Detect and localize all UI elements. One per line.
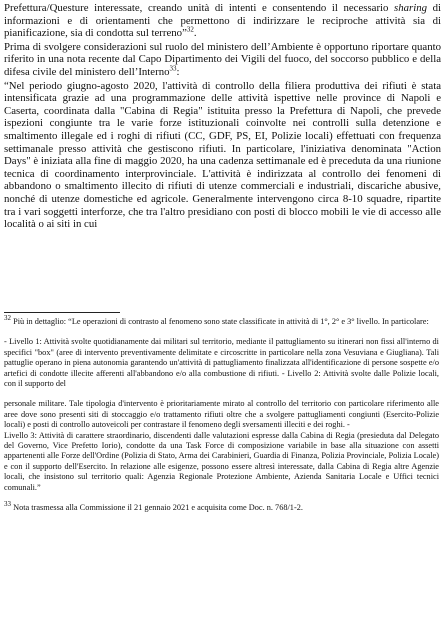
quoted-note: “Nel periodo giugno-agosto 2020, l'attività di controllo della filiera produttiva dei rifiuti è stata intensificata grazie ad una programmazione delle attività ispettive nelle province di Napoli e Caserta, coordinata dalla "Cabina di Regia" istituita presso la Prefettura di Napoli, che prevede ispezioni congiunte tra le varie forze istituzionali coinvolte nei controlli sulla detenzione e smaltimento illegale ed i roghi di rifiuti (CC, GDF, PS, EI, Polizie locali) effettuati con frequenza settimanale presso attività che gestiscono rifiuti. In particolare, l'iniziativa denominata "Action Days" è iniziata alla fine di maggio 2020, ha una cadenza settimanale ed è preceduta da una riunione tecnica di coordinamento interprovinciale. L'attività è indirizzata al controllo dei fenomeni di abbandono o smaltimento illecito di rifiuti di utenze commerciali e industriali, discariche abusive, nonché di utenze domestiche ed agricole. Generalmente intervengono circa 8-10 squadre, ripartite tra i vari soggetti interforze, che tra l'altro presidiano con posti di blocco mobili le vie di accesso alle località o ai siti in cui — [4, 79, 441, 231]
footnote-ref-33[interactable]: 33 — [169, 64, 177, 73]
paragraph-continuation — [4, 2, 441, 40]
footnote-divider — [4, 312, 120, 313]
punctuation: : — [176, 65, 180, 78]
footnote-continuation: personale militare. Tale tipologia d'intervento è prioritariamente mirato al controllo del territorio con particolare riferimento alle aree dove sono presenti siti di stoccaggio e/o trattamento rifiuti oltre che a svolgere pattugliamenti congiunti (Esercito-Polizie locali) e posti di controllo autoveicoli per contrastare il fenomeno degli sversamenti illeciti e dei roghi. - — [4, 399, 439, 430]
main-text — [4, 2, 441, 231]
footnotes — [4, 314, 439, 514]
footnote-number: 33 — [4, 500, 11, 509]
footnote-ref-32[interactable]: 32 — [186, 25, 194, 34]
footnote-text: Nota trasmessa alla Commissione il 21 gennaio 2021 e acquisita come Doc. n. 768/1-2. — [11, 503, 303, 513]
paragraph-text: Prima di svolgere considerazioni sul ruolo del ministero dell’Ambiente è opportuno riportare quanto riferito in una nota recente dal Capo Dipartimento dei Vigili del fuoco, del soccorso pubblico e della difesa civile del ministero dell’Interno — [4, 40, 441, 78]
paragraph-text: Prefettura/Questure interessate, creando unità di intenti e consentendo il necessario — [4, 2, 395, 14]
paragraph-text: di informazioni e di orientamenti che permettono di indirizzare le reciproche attività sia di pianificazione, sia di condotta sul terreno” — [4, 2, 441, 40]
italic-term: sharing — [394, 2, 428, 14]
footnote-level-1: - Livello 1: Attività svolte quotidianamente dai militari sul territorio, mediante il pattugliamento su itinerari non fissi all'interno di specifici "box" (aree di intervento preventivamente delimitate e circoscritte in particolare nella zona Vesuviana e Giugliana). Tali pattuglie operano in piena autonomia garantendo un'attività di pattugliamento finalizzata all'identificazione di persone sospette e/o artefici di condotte illecite afferenti all'abbandono e/o alla combustione di rifiuti. - Livello 2: Attività svolte dalle Polizie locali, con il supporto del — [4, 337, 439, 389]
footnote-32 — [4, 314, 439, 327]
footnote-level-3: Livello 3: Attività di carattere straordinario, discendenti dalle valutazioni espresse dalla Cabina di Regia (presieduta dal Delegato del Governo, Vice Prefetto Iorio), condotte da una Task Force di composizione variabile in base alla situazione con assetti appartenenti alle Forze dell'Ordine (Polizia di Stato, Arma dei Carabinieri, Guardia di Finanza, Polizia Provinciale, Polizia Locale) e con il supporto dell'Esercito. In relazione alle esigenze, possono essere altresì interessate, dalla Cabina di Regia altre Agenzie locali, che insistono sul territorio quali: Agenzia Regionale Protezione Ambiente, Azienda Sanitaria Locale e Uffici tecnici comunali.” — [4, 430, 439, 492]
footnote-intro: Più in dettaglio: “Le operazioni di contrasto al fenomeno sono state classificate in attività di 1°, 2° e 3° livello. In particolare: — [11, 317, 429, 326]
paragraph-intro — [4, 41, 441, 79]
footnote-33 — [4, 500, 439, 513]
footnote-number: 32 — [4, 314, 11, 323]
punctuation: . — [193, 27, 197, 40]
